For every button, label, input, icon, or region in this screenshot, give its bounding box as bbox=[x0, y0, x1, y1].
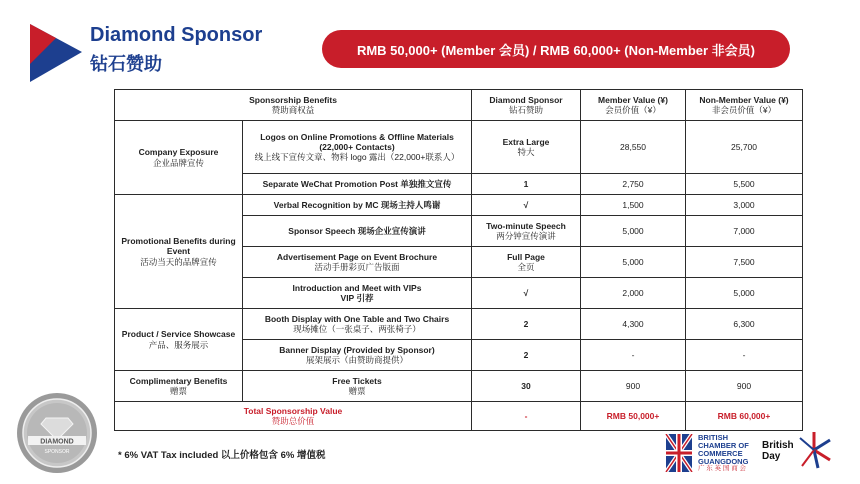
brand-logo-mark bbox=[30, 24, 82, 82]
benefit-cell: Introduction and Meet with VIPs VIP 引荐 bbox=[243, 278, 472, 309]
diamond-cell: 30 bbox=[472, 371, 581, 402]
benefit-cell: Advertisement Page on Event Brochure 活动手册彩页广告版面 bbox=[243, 247, 472, 278]
non-member-value-cell: 7,000 bbox=[686, 216, 803, 247]
diamond-cell: 2 bbox=[472, 340, 581, 371]
category-cell: Promotional Benefits during Event 活动当天的品牌宣传 bbox=[115, 195, 243, 309]
non-member-value-cell: 7,500 bbox=[686, 247, 803, 278]
total-row bbox=[115, 402, 803, 431]
seal-line-1: DIAMOND bbox=[40, 438, 74, 446]
member-value-cell: 2,750 bbox=[581, 174, 686, 195]
member-value-cell: 5,000 bbox=[581, 247, 686, 278]
benefits-table bbox=[114, 89, 803, 431]
member-value-cell: 1,500 bbox=[581, 195, 686, 216]
header-member-value: Member Value (¥) 会员价值（¥） bbox=[581, 90, 686, 121]
category-cell: Company Exposure 企业品牌宣传 bbox=[115, 121, 243, 195]
benefit-cell: Booth Display with One Table and Two Chairs 现场摊位（一张桌子、两张椅子） bbox=[243, 309, 472, 340]
table-row bbox=[115, 195, 803, 216]
british-chamber-logo-text: BRITISH CHAMBER OF COMMERCE GUANGDONG 广 东 英 国 商 会 bbox=[698, 433, 749, 472]
non-member-value-cell: - bbox=[686, 340, 803, 371]
total-member-cell: RMB 50,000+ bbox=[581, 402, 686, 431]
header-diamond: Diamond Sponsor 钻石赞助 bbox=[472, 90, 581, 121]
benefit-cell: Logos on Online Promotions & Offline Materials (22,000+ Contacts) 线上线下宣传文章、物料 logo 露出（22,000+联系人） bbox=[243, 121, 472, 174]
member-value-cell: 5,000 bbox=[581, 216, 686, 247]
total-diamond-cell: - bbox=[472, 402, 581, 431]
non-member-value-cell: 5,000 bbox=[686, 278, 803, 309]
british-day-logo-text: British Day bbox=[762, 440, 794, 462]
tax-note: * 6% VAT Tax included 以上价格包含 6% 增值税 bbox=[118, 450, 326, 461]
diamond-cell: 1 bbox=[472, 174, 581, 195]
table-header-row bbox=[115, 90, 803, 121]
non-member-value-cell: 5,500 bbox=[686, 174, 803, 195]
non-member-value-cell: 3,000 bbox=[686, 195, 803, 216]
benefit-cell: Free Tickets 赠票 bbox=[243, 371, 472, 402]
benefit-cell: Verbal Recognition by MC 现场主持人鸣谢 bbox=[243, 195, 472, 216]
table-row bbox=[115, 371, 803, 402]
member-value-cell: 28,550 bbox=[581, 121, 686, 174]
diamond-cell: √ bbox=[472, 278, 581, 309]
total-label-cell: Total Sponsorship Value 赞助总价值 bbox=[115, 402, 472, 431]
header-non-member-value: Non-Member Value (¥) 非会员价值（¥） bbox=[686, 90, 803, 121]
diamond-cell: Full Page 全页 bbox=[472, 247, 581, 278]
page-title: Diamond Sponsor bbox=[90, 24, 263, 46]
non-member-value-cell: 900 bbox=[686, 371, 803, 402]
price-banner: RMB 50,000+ (Member 会员) / RMB 60,000+ (Non-Member 非会员) bbox=[322, 30, 790, 68]
member-value-cell: 4,300 bbox=[581, 309, 686, 340]
non-member-value-cell: 25,700 bbox=[686, 121, 803, 174]
non-member-value-cell: 6,300 bbox=[686, 309, 803, 340]
benefit-cell: Sponsor Speech 现场企业宣传演讲 bbox=[243, 216, 472, 247]
member-value-cell: - bbox=[581, 340, 686, 371]
header-benefits: Sponsorship Benefits 赞助商权益 bbox=[115, 90, 472, 121]
diamond-cell: √ bbox=[472, 195, 581, 216]
diamond-sponsor-seal bbox=[16, 392, 98, 474]
benefit-cell: Separate WeChat Promotion Post 单独推文宣传 bbox=[243, 174, 472, 195]
diamond-cell: Extra Large 特大 bbox=[472, 121, 581, 174]
seal-line-2: SPONSOR bbox=[44, 449, 70, 455]
category-cell: Complimentary Benefits 赠票 bbox=[115, 371, 243, 402]
diamond-cell: Two-minute Speech 两分钟宣传演讲 bbox=[472, 216, 581, 247]
table-row bbox=[115, 121, 803, 174]
british-day-star-icon bbox=[796, 430, 832, 470]
member-value-cell: 2,000 bbox=[581, 278, 686, 309]
member-value-cell: 900 bbox=[581, 371, 686, 402]
british-chamber-flag-icon bbox=[662, 434, 696, 472]
total-non-member-cell: RMB 60,000+ bbox=[686, 402, 803, 431]
page-title-cn: 钻石赞助 bbox=[90, 54, 162, 74]
benefit-cell: Banner Display (Provided by Sponsor) 展架展示（由赞助商提供） bbox=[243, 340, 472, 371]
category-cell: Product / Service Showcase 产品、服务展示 bbox=[115, 309, 243, 371]
table-row bbox=[115, 309, 803, 340]
diamond-cell: 2 bbox=[472, 309, 581, 340]
